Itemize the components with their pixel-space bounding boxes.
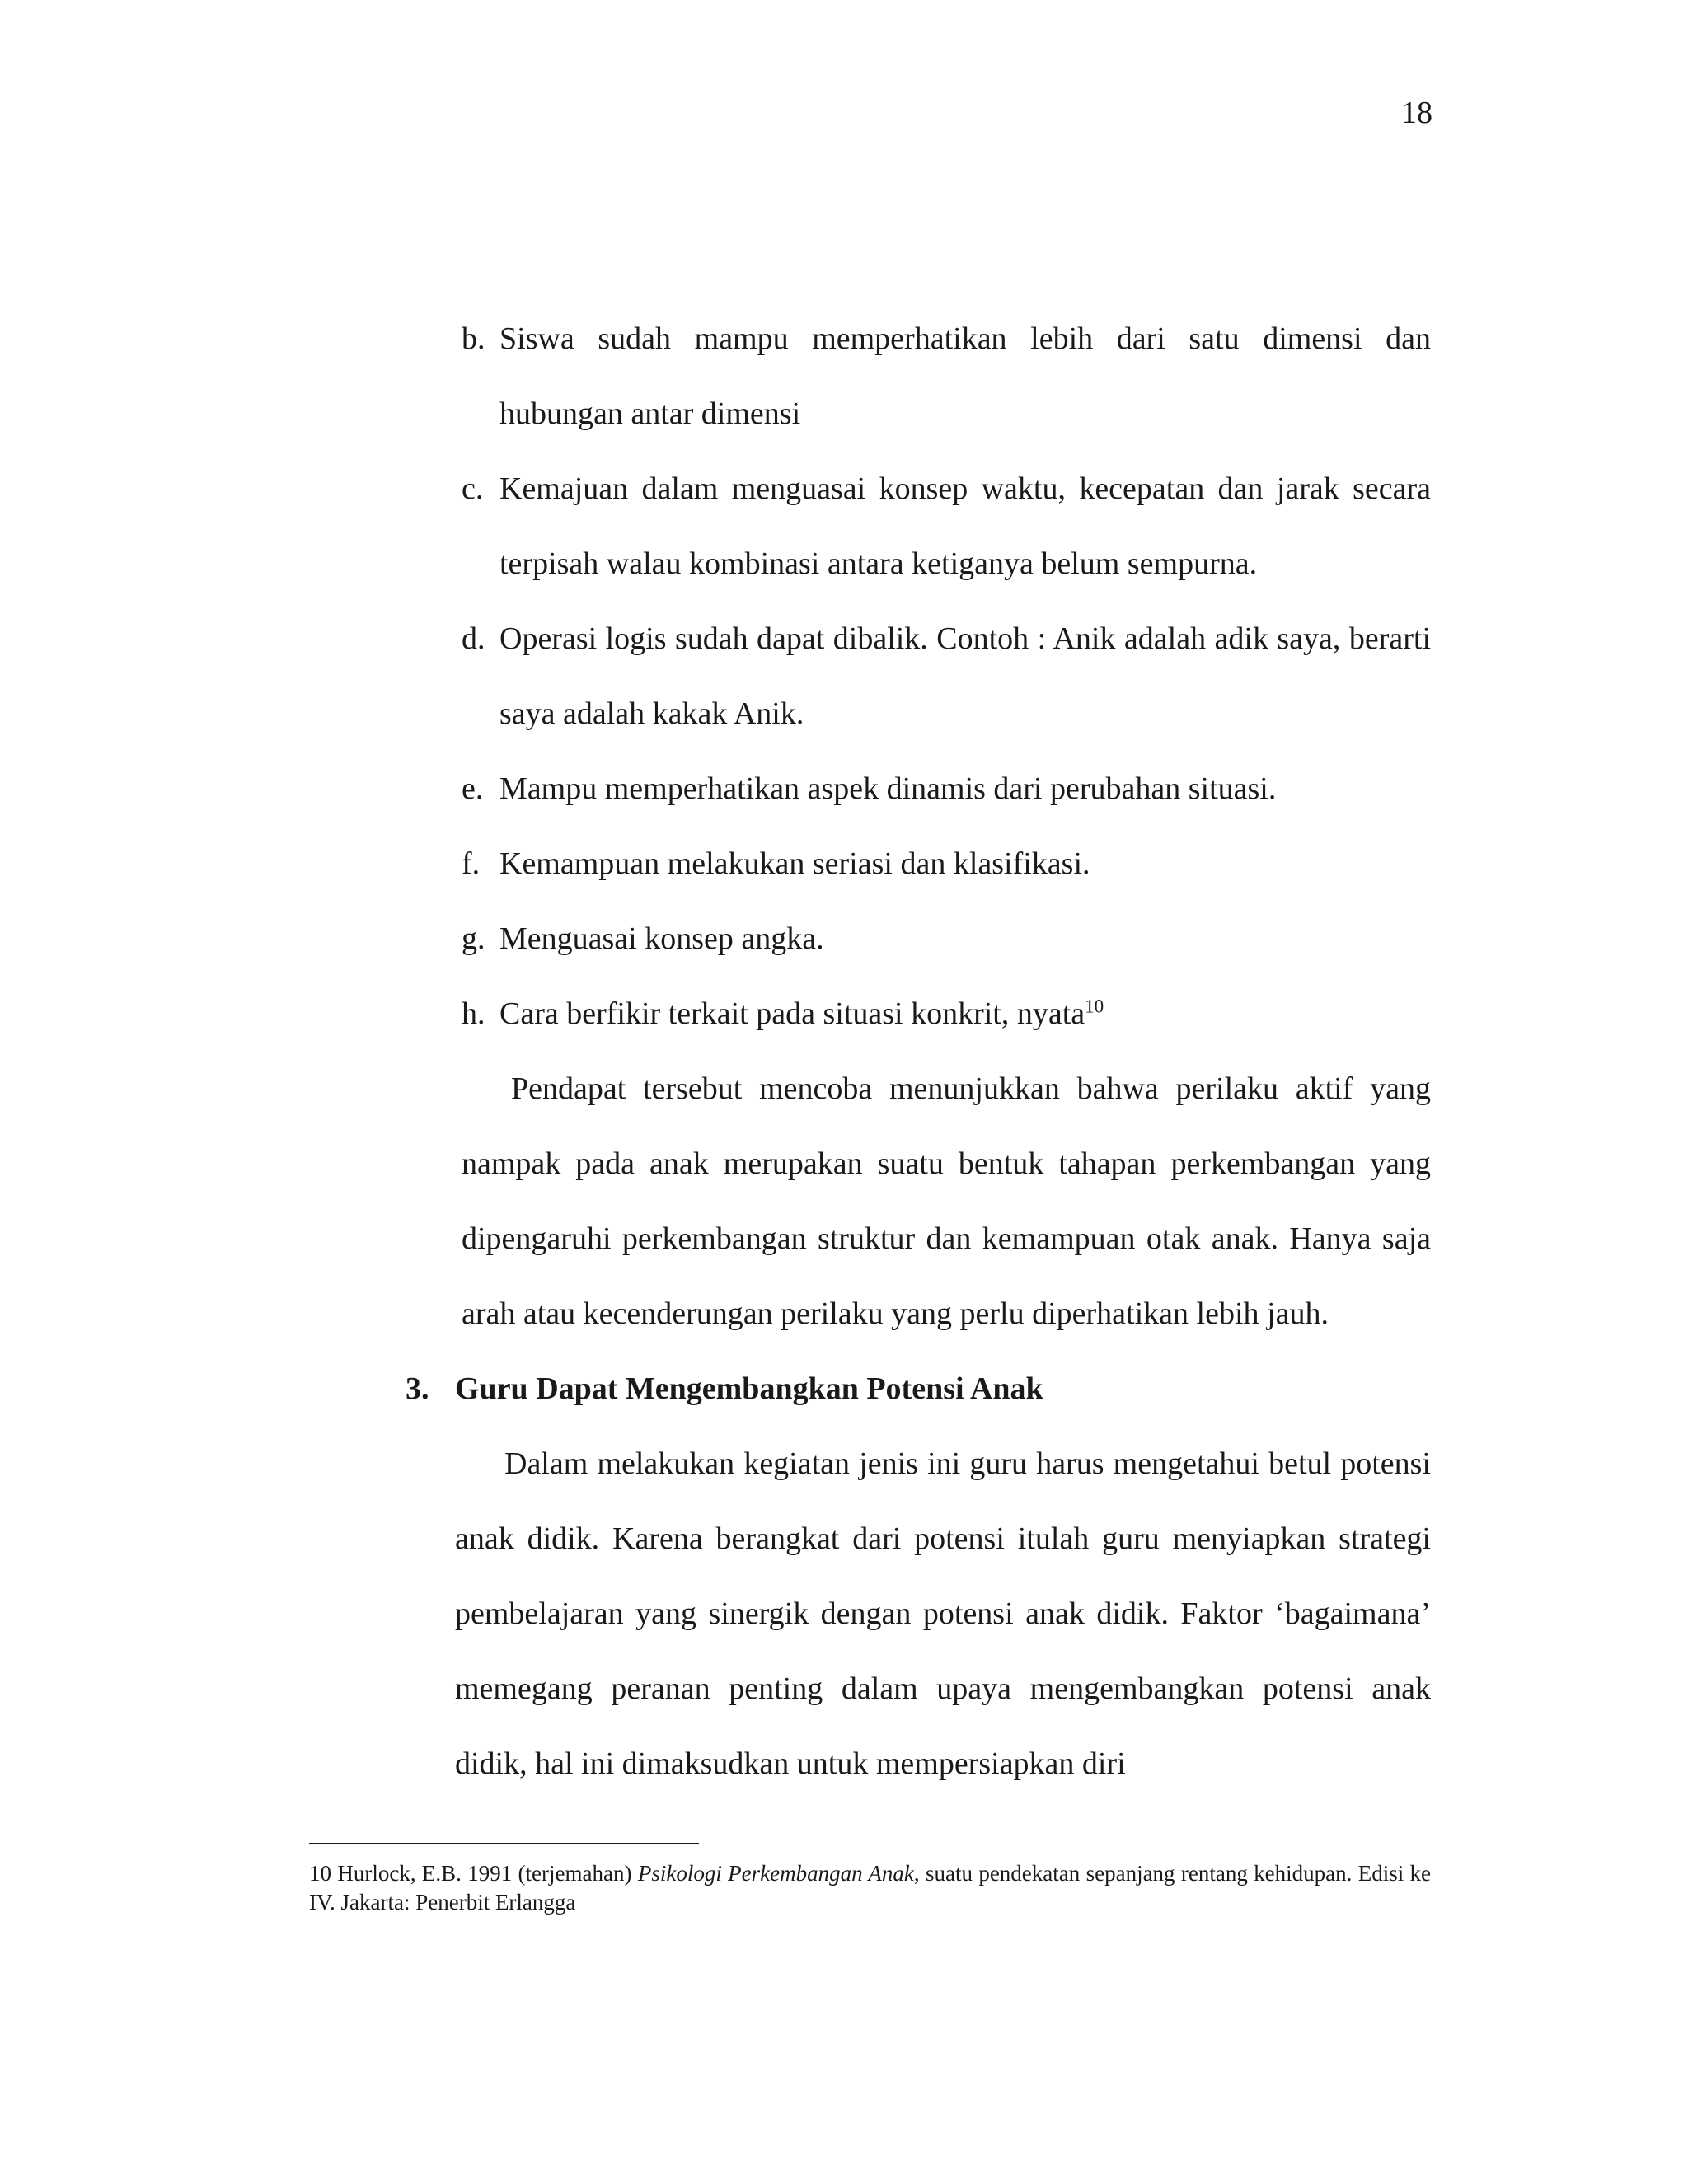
section-title: Guru Dapat Mengembangkan Potensi Anak — [455, 1371, 1043, 1406]
list-item-text: Siswa sudah mampu memperhatikan lebih dari satu dimensi dan hubungan antar dimensi — [499, 321, 1431, 431]
body-paragraph: Dalam melakukan kegiatan jenis ini guru harus mengetahui betul potensi anak didik. Karena berangkat dari potensi itulah guru menyiapkan strategi pembelajaran yang sinergik dengan potensi anak didik. Faktor ‘bagaimana’ memegang peranan penting dalam upaya mengembangkan potensi anak didik, hal ini dimaksudkan untuk mempersiapkan diri — [455, 1446, 1431, 1781]
section-number: 3. — [406, 1371, 429, 1406]
list-marker: b. — [462, 321, 485, 356]
list-item-text: Menguasai konsep angka. — [499, 921, 824, 956]
criteria-list — [462, 302, 1431, 1052]
list-marker: e. — [462, 771, 484, 806]
footnote-reference: 10 — [1085, 996, 1104, 1017]
list-item — [462, 977, 1431, 1052]
list-item — [462, 827, 1431, 902]
section-heading — [406, 1352, 1431, 1427]
list-item-text — [499, 977, 1431, 1052]
footnote — [309, 1859, 1431, 1917]
body-paragraph: Pendapat tersebut mencoba menunjukkan bahwa perilaku aktif yang nampak pada anak merupakan suatu bentuk tahapan perkembangan yang dipengaruhi perkembangan struktur dan kemampuan otak anak. Hanya saja arah atau kecenderungan perilaku yang perlu diperhatikan lebih jauh. — [462, 1071, 1431, 1331]
footnote-author: Hurlock, E.B. 1991 (terjemahan) — [337, 1861, 632, 1886]
list-item-text: Kemajuan dalam menguasai konsep waktu, kecepatan dan jarak secara terpisah walau kombinasi antara ketiganya belum sempurna. — [499, 471, 1431, 581]
list-marker: g. — [462, 921, 485, 956]
list-marker: c. — [462, 471, 484, 506]
footnote-divider — [309, 1843, 699, 1844]
footnote-number: 10 — [309, 1861, 331, 1886]
list-item-text: Operasi logis sudah dapat dibalik. Contoh : Anik adalah adik saya, berarti saya adalah kakak Anik. — [499, 621, 1431, 731]
footnote-book-title: Psikologi Perkembangan Anak — [637, 1861, 914, 1886]
list-item — [462, 452, 1431, 602]
list-item — [462, 902, 1431, 977]
list-marker: h. — [462, 996, 485, 1031]
list-item — [462, 752, 1431, 827]
page-body — [0, 302, 1688, 1802]
footnote-details: , suatu pendekatan sepanjang rentang kehidupan. Edisi ke IV. Jakarta: Penerbit Erlangga — [309, 1861, 1432, 1915]
list-item-text-content: Cara berfikir terkait pada situasi konkrit, nyata — [499, 996, 1085, 1031]
list-marker: f. — [462, 846, 481, 881]
list-item-text: Mampu memperhatikan aspek dinamis dari perubahan situasi. — [499, 771, 1277, 806]
list-item — [462, 602, 1431, 752]
list-item-text: Kemampuan melakukan seriasi dan klasifikasi. — [499, 846, 1090, 881]
list-item — [462, 302, 1431, 452]
list-marker: d. — [462, 621, 485, 656]
page-number: 18 — [1401, 96, 1432, 130]
